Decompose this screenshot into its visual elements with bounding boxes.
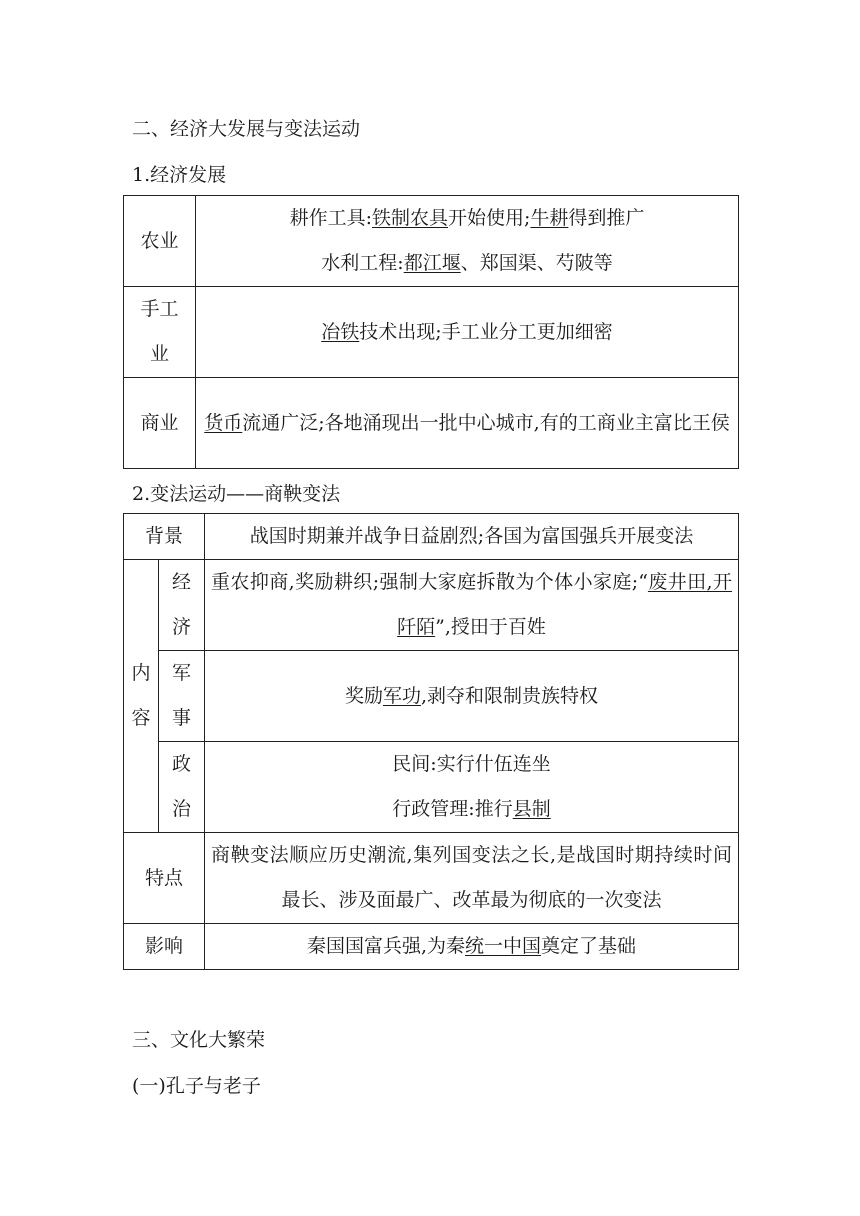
label-military: 军 事 [159, 651, 205, 742]
section-heading-culture: 三、文化大繁荣 [132, 1029, 266, 1051]
economy-text-pre: 重农抑商,奖励耕织;强制大家庭拆散为个体小家庭;“ [211, 571, 648, 593]
subheading-economic-development: 1.经济发展 [132, 164, 227, 186]
impact-pre: 秦国国富兵强,为秦 [306, 935, 466, 957]
ox-plough-keyword: 牛耕 [530, 207, 569, 229]
label-politics: 政 治 [159, 742, 205, 833]
dujiangyan-keyword: 都江堰 [403, 252, 461, 274]
iron-tools-keyword: 铁制农具 [371, 207, 448, 229]
row-handicraft [124, 287, 739, 378]
row-features [124, 833, 739, 924]
row-background [124, 514, 739, 560]
label-impact: 影响 [124, 924, 205, 970]
label-content: 内 容 [124, 560, 159, 833]
military-content [205, 651, 739, 742]
military-merit-keyword: 军功 [382, 684, 421, 707]
section-heading-economy-reform: 二、经济大发展与变法运动 [132, 118, 361, 140]
label-commerce: 商业 [124, 378, 196, 469]
politics-line1: 民间:实行什伍连坐 [392, 753, 551, 775]
economy-text-post: ”,授田于百姓 [435, 616, 546, 638]
irrigation-label: 水利工程: [321, 252, 404, 274]
label-agriculture: 农业 [124, 196, 196, 287]
handicraft-content [196, 287, 739, 378]
agriculture-content [196, 196, 739, 287]
label-economy: 经 济 [159, 560, 205, 651]
background-content: 战国时期兼并战争日益剧烈;各国为富国强兵开展变法 [205, 514, 739, 560]
row-commerce [124, 378, 739, 469]
currency-keyword: 货币 [204, 411, 243, 434]
economy-content [205, 560, 739, 651]
military-post: ,剥夺和限制贵族特权 [421, 684, 599, 707]
tools-post: 得到推广 [568, 207, 645, 229]
subheading-confucius-laozi: (一)孔子与老子 [132, 1075, 261, 1097]
iron-smelting-keyword: 冶铁 [321, 320, 360, 343]
impact-content [205, 924, 739, 970]
well-field-keyword: 废井田,开阡陌 [397, 571, 732, 638]
handicraft-text: 技术出现;手工业分工更加细密 [359, 320, 613, 343]
irrigation-post: 、郑国渠、芍陂等 [460, 252, 613, 274]
politics-content [205, 742, 739, 833]
subheading-reform-movement: 2.变法运动——商鞅变法 [132, 483, 341, 505]
military-pre: 奖励 [344, 684, 383, 707]
label-handicraft: 手工 业 [124, 287, 196, 378]
row-economy [124, 560, 739, 651]
economic-development-table [123, 195, 739, 469]
row-agriculture [124, 196, 739, 287]
shang-yang-reform-table [123, 513, 739, 970]
tools-mid: 开始使用; [447, 207, 531, 229]
features-content: 商鞅变法顺应历史潮流,集列国变法之长,是战国时期持续时间最长、涉及面最广、改革最为彻底的一次变法 [205, 833, 739, 924]
row-military [124, 651, 739, 742]
label-background: 背景 [124, 514, 205, 560]
row-politics [124, 742, 739, 833]
label-features: 特点 [124, 833, 205, 924]
county-system-keyword: 县制 [512, 798, 551, 820]
commerce-text: 流通广泛;各地涌现出一批中心城市,有的工商业主富比王侯 [242, 411, 730, 434]
row-impact [124, 924, 739, 970]
commerce-content [196, 378, 739, 469]
politics-line2-pre: 行政管理:推行 [392, 798, 513, 820]
impact-post: 奠定了基础 [541, 935, 637, 957]
tools-label: 耕作工具: [289, 207, 372, 229]
unification-keyword: 统一中国 [465, 935, 542, 957]
